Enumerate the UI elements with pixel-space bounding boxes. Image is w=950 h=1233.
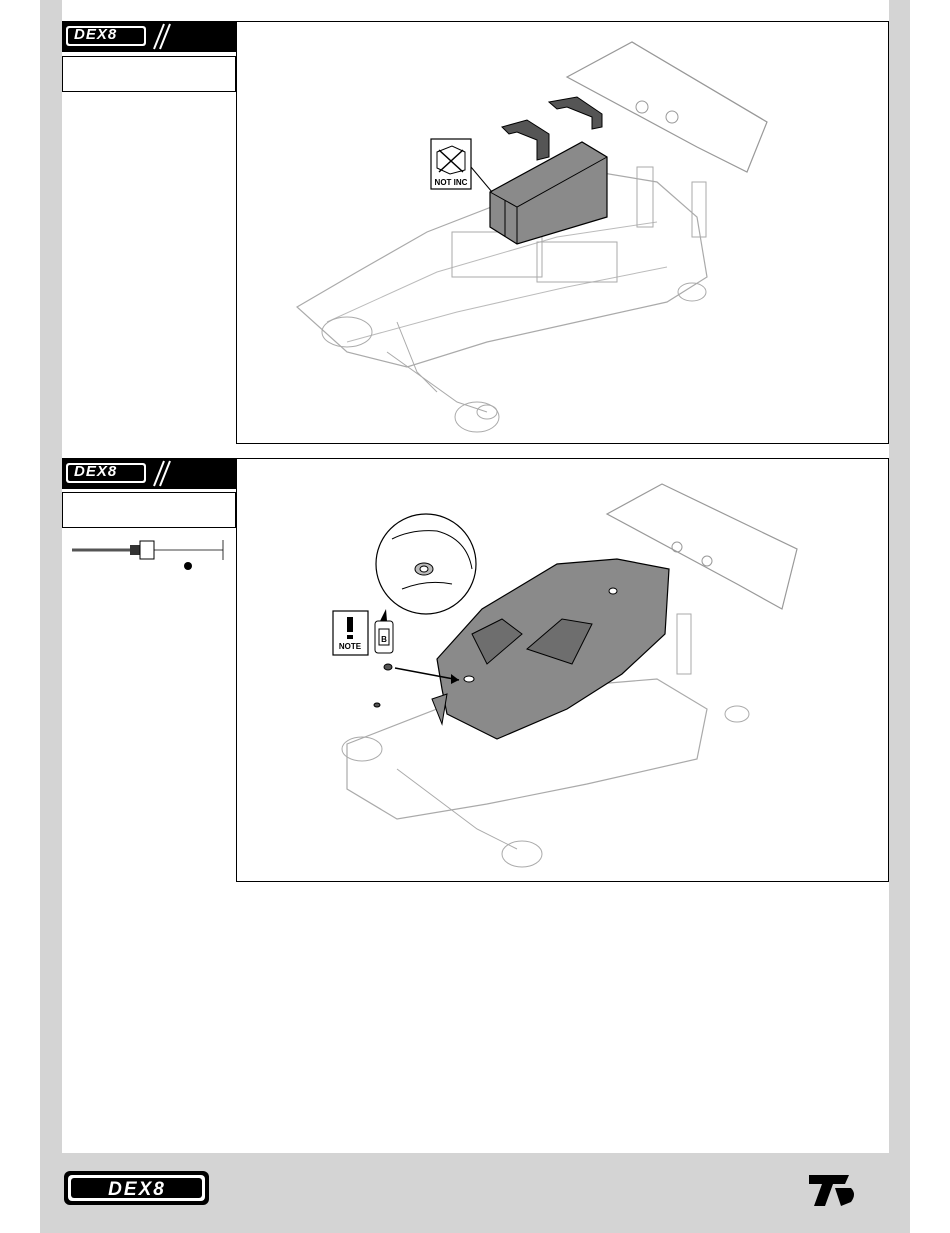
body-install-illustration <box>237 459 888 881</box>
dex8-logo <box>62 1168 212 1208</box>
step-2-title-box <box>62 492 236 528</box>
step-2-figure <box>236 458 889 882</box>
footer-logo-text: DEX8 <box>108 1179 166 1200</box>
quantity-dot-icon <box>184 562 192 570</box>
step-1-figure <box>236 21 889 444</box>
step-1-header <box>62 21 236 52</box>
zoom-detail-circle <box>376 514 476 614</box>
not-inc-label: NOT INC <box>434 178 468 187</box>
step-2-logo-text: DEX8 <box>74 463 118 480</box>
note-callout <box>333 611 368 655</box>
step-2-header <box>62 458 236 489</box>
step-1-logo-text: DEX8 <box>74 26 118 43</box>
footer-dex8-logo <box>62 1168 212 1213</box>
battery-install-illustration <box>237 22 888 443</box>
td-brand-icon <box>805 1170 857 1210</box>
not-included-callout <box>431 139 471 189</box>
step-1-title-box <box>62 56 236 92</box>
footer-td-logo <box>805 1170 857 1215</box>
note-label: NOTE <box>338 642 362 651</box>
hex-driver-icon <box>68 535 233 575</box>
bottle-label: B <box>381 635 387 644</box>
threadlock-bottle-icon <box>375 609 393 653</box>
